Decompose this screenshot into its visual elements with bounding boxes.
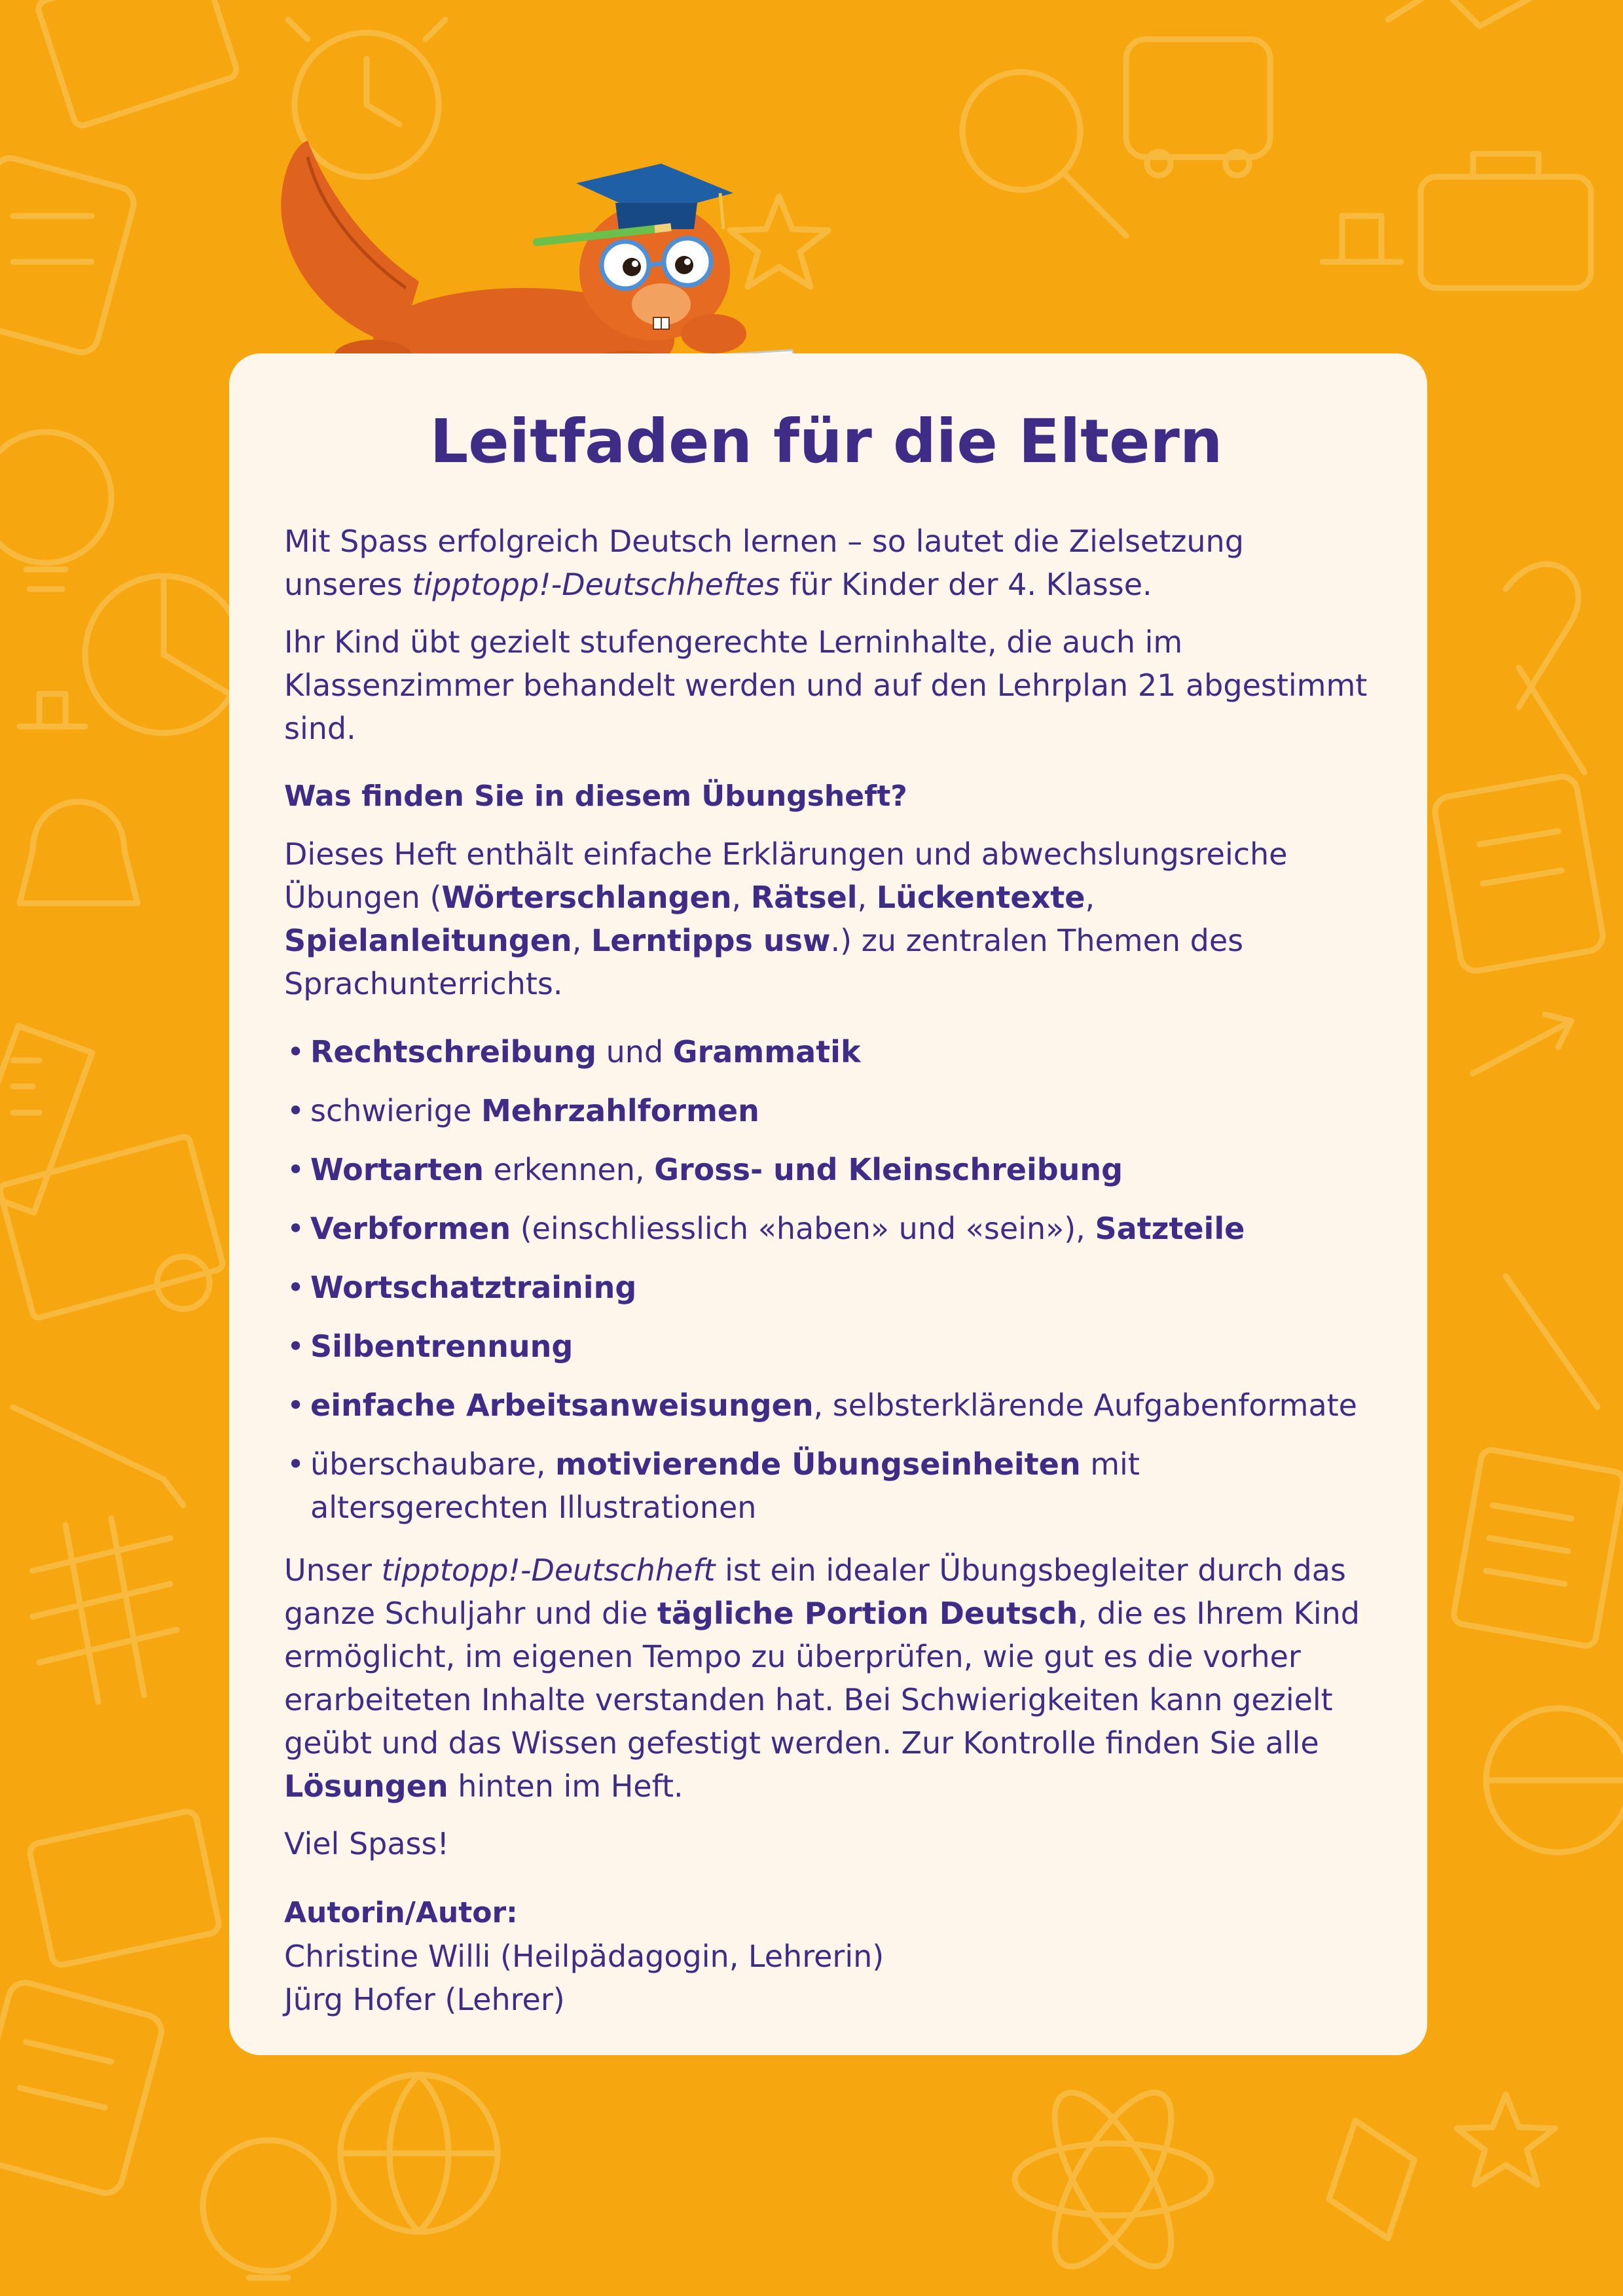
topic-text: schwierige xyxy=(310,1093,481,1129)
exercise-type: Rätsel xyxy=(750,880,858,916)
topic-bold: Silbentrennung xyxy=(310,1329,574,1365)
separator: , xyxy=(1085,880,1095,916)
topic-bold: Satzteile xyxy=(1095,1211,1245,1247)
topic-item xyxy=(284,1148,1368,1191)
topic-text: , selbsterklärende Aufgabenformate xyxy=(813,1388,1357,1424)
closing-text: Unser xyxy=(284,1552,382,1588)
topic-text: überschaubare, xyxy=(310,1446,556,1482)
topic-item xyxy=(284,1266,1368,1309)
intro-paragraph-1 xyxy=(284,520,1368,606)
closing-text: hinten im Heft. xyxy=(448,1768,684,1804)
topic-bold: Wortschatztraining xyxy=(310,1270,637,1306)
intro-paragraph-2: Ihr Kind übt gezielt stufengerechte Lerninhalte, die auch im Klassenzimmer behandelt werden und auf den Lehrplan 21 abgestimmt sind. xyxy=(284,624,1368,747)
section-text: .) zu zentralen Themen des Sprachunterrichts. xyxy=(284,923,1244,1002)
exercise-type: Wörterschlangen xyxy=(441,880,732,916)
brand-name: tipptopp!-Deutschheftes xyxy=(412,567,780,603)
closing-bold: tägliche Portion Deutsch xyxy=(657,1596,1078,1632)
separator: , xyxy=(572,923,591,959)
page-title: Leitfaden für die Eltern xyxy=(429,406,1223,476)
section-paragraph xyxy=(284,833,1368,1005)
section-heading: Was finden Sie in diesem Übungsheft? xyxy=(284,780,907,814)
topic-bold: Gross- und Kleinschreibung xyxy=(654,1152,1123,1188)
parents-guide-card xyxy=(229,353,1427,2055)
intro-text: Mit Spass erfolgreich Deutsch lernen – so lautet die Zielsetzung unseres xyxy=(284,524,1244,603)
brand-name: tipptopp!-Deutschheft xyxy=(381,1552,716,1588)
author-line: Christine Willi (Heilpädagogin, Lehrerin) xyxy=(284,1939,884,1975)
closing-text: , die es Ihrem Kind ermöglicht, im eigenen Tempo zu überprüfen, wie gut es die vorher erarbeiteten Inhalte verstanden hat. Bei Schwierigkeiten kann gezielt geübt und das Wissen gefestigt werden. Zur Kontrolle finden Sie alle xyxy=(284,1596,1360,1761)
topic-item xyxy=(284,1089,1368,1132)
topic-text: mit altersgerechten Illustrationen xyxy=(310,1446,1140,1526)
topic-bold: Wortarten xyxy=(310,1152,484,1188)
farewell-text: Viel Spass! xyxy=(284,1826,449,1862)
separator: , xyxy=(857,880,877,916)
topic-item xyxy=(284,1207,1368,1250)
closing-bold: Lösungen xyxy=(284,1768,448,1804)
graduation-cap-icon xyxy=(576,164,733,229)
topic-bold: Mehrzahlformen xyxy=(481,1093,759,1129)
topic-text: und xyxy=(596,1034,673,1070)
exercise-type: Spielanleitungen xyxy=(284,923,572,959)
section-text: Dieses Heft enthält einfache Erklärungen und abwechslungsreiche Übungen ( xyxy=(284,836,1288,916)
closing-paragraph xyxy=(284,1549,1368,1808)
topic-item xyxy=(284,1325,1368,1368)
topic-item xyxy=(284,1443,1368,1529)
author-line: Jürg Hofer (Lehrer) xyxy=(284,1982,565,2018)
topics-list xyxy=(284,1030,1368,1529)
topic-text: (einschliesslich «haben» und «sein»), xyxy=(511,1211,1095,1247)
separator: , xyxy=(731,880,751,916)
authors-block xyxy=(284,1892,1368,2021)
topic-item xyxy=(284,1030,1368,1073)
intro-text: für Kinder der 4. Klasse. xyxy=(780,567,1152,603)
topic-text: erkennen, xyxy=(484,1152,655,1188)
exercise-type: Lerntipps usw xyxy=(591,923,831,959)
topic-item xyxy=(284,1384,1368,1427)
closing-text: ist ein idealer Übungsbegleiter durch das ganze Schuljahr und die xyxy=(284,1552,1346,1632)
topic-bold: Rechtschreibung xyxy=(310,1034,597,1070)
topic-bold: einfache Arbeitsanweisungen xyxy=(310,1388,814,1424)
exercise-type: Lückentexte xyxy=(876,880,1085,916)
topic-bold: Verbformen xyxy=(310,1211,511,1247)
topic-bold: Grammatik xyxy=(672,1034,861,1070)
authors-heading: Autorin/Autor: xyxy=(284,1896,518,1930)
topic-bold: motivierende Übungseinheiten xyxy=(555,1446,1081,1482)
